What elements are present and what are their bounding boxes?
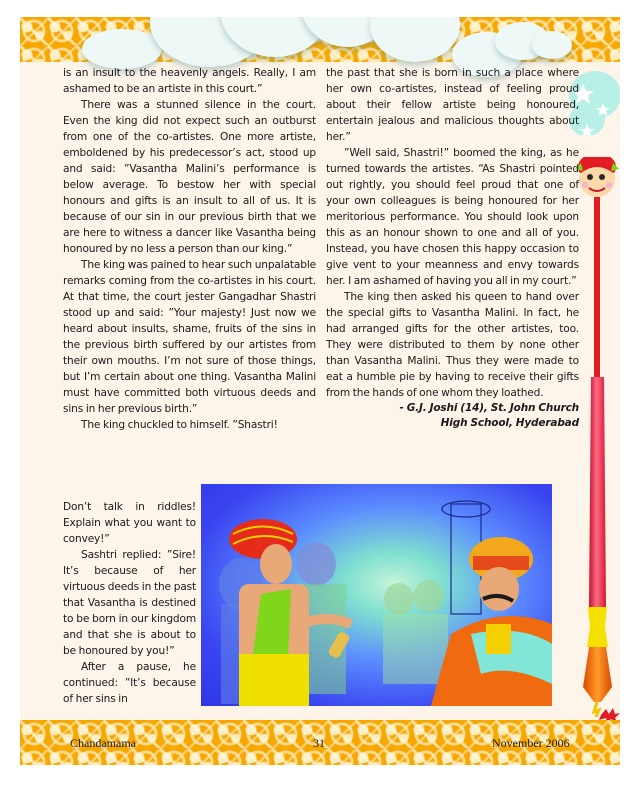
story-paragraph: The king then asked his queen to hand over the special gifts to Vasantha Malini. In fact, he had arranged gifts for the other artistes, too. They were distributed to them by none other than Vasantha Malini. Thus they were made to eat a humble pie by having to receive their gifts from the hands of one whom they loathed. <box>326 291 579 399</box>
story-paragraph: The king chuckled to himself. ”Shastri! <box>81 419 278 431</box>
story-column-right <box>326 65 579 431</box>
bottom-ornamental-border <box>20 720 620 765</box>
footer-issue-date: November 2006 <box>492 736 570 750</box>
story-paragraph: After a pause, he continued: ”It’s because of her sins in <box>63 661 196 705</box>
story-paragraph: There was a stunned silence in the court. Even the king did not expect such an outburst from one of the co-artistes. One more artiste, emboldened by his predecessor’s act, stood up and said: ”Vasantha Malini’s performance is below average. To bestow her with special honours and gifts is an insult to all of us. It is because of our sin in our previous birth that we are here to witness a dancer like Vasantha being honoured by no less a person than our king.” <box>63 99 316 255</box>
story-paragraph: Don’t talk in riddles! Explain what you want to convey!” <box>63 501 196 545</box>
footer-page-number: 31 <box>313 736 325 750</box>
magazine-page <box>20 17 620 765</box>
story-paragraph: The king was pained to hear such unpalatable remarks coming from the co-artistes in his court. At that time, the court jester Gangadhar Shastri stood up and said: ”Your majesty! Just now we heard about insults, shame, fruits of the sins in the previous birth suffered by our artistes from their own mouths. I’m not sure of those things, but I’m certain about one thing. Vasantha Malini must have committed both virtuous deeds and sins in her previous birth.” <box>63 259 316 415</box>
court-scene-illustration <box>201 484 552 706</box>
author-credit-line: High School, Hyderabad <box>440 417 579 429</box>
story-column-left <box>63 65 316 433</box>
story-paragraph: is an insult to the heavenly angels. Really, I am ashamed to be an artiste in this court.” <box>63 67 316 95</box>
court-scene-drawing <box>201 484 552 706</box>
author-credit-line: - G.J. Joshi (14), St. John Church <box>399 402 579 414</box>
author-credit <box>326 401 579 431</box>
story-paragraph: ”Well said, Shastri!” boomed the king, as he turned towards the artistes. “As Shastri pointed out rightly, you should feel proud that one of your own colleagues is being honoured for her meritorious performance. You should look upon this as an honour shown to one and all of you. Instead, you have chosen this happy occasion to give vent to your meanness and envy towards her. I am ashamed of having you all in my court.” <box>326 147 579 287</box>
story-column-left-narrow <box>63 499 196 707</box>
footer-magazine-name: Chandamama <box>70 736 136 750</box>
cloud-decoration <box>82 29 162 69</box>
cloud-decoration <box>532 31 572 59</box>
story-paragraph: the past that she is born in such a place where her own co-artistes, instead of feeling proud about their fellow artiste being honoured, entertain jealous and malicious thoughts about her.” <box>326 67 579 143</box>
story-paragraph: Sashtri replied: ”Sire! It’s because of her virtuous deeds in the past that Vasantha is destined to be born in our kingdom and that she is about to be honoured by you!” <box>63 549 196 657</box>
girl-pen-mascot <box>575 157 620 717</box>
